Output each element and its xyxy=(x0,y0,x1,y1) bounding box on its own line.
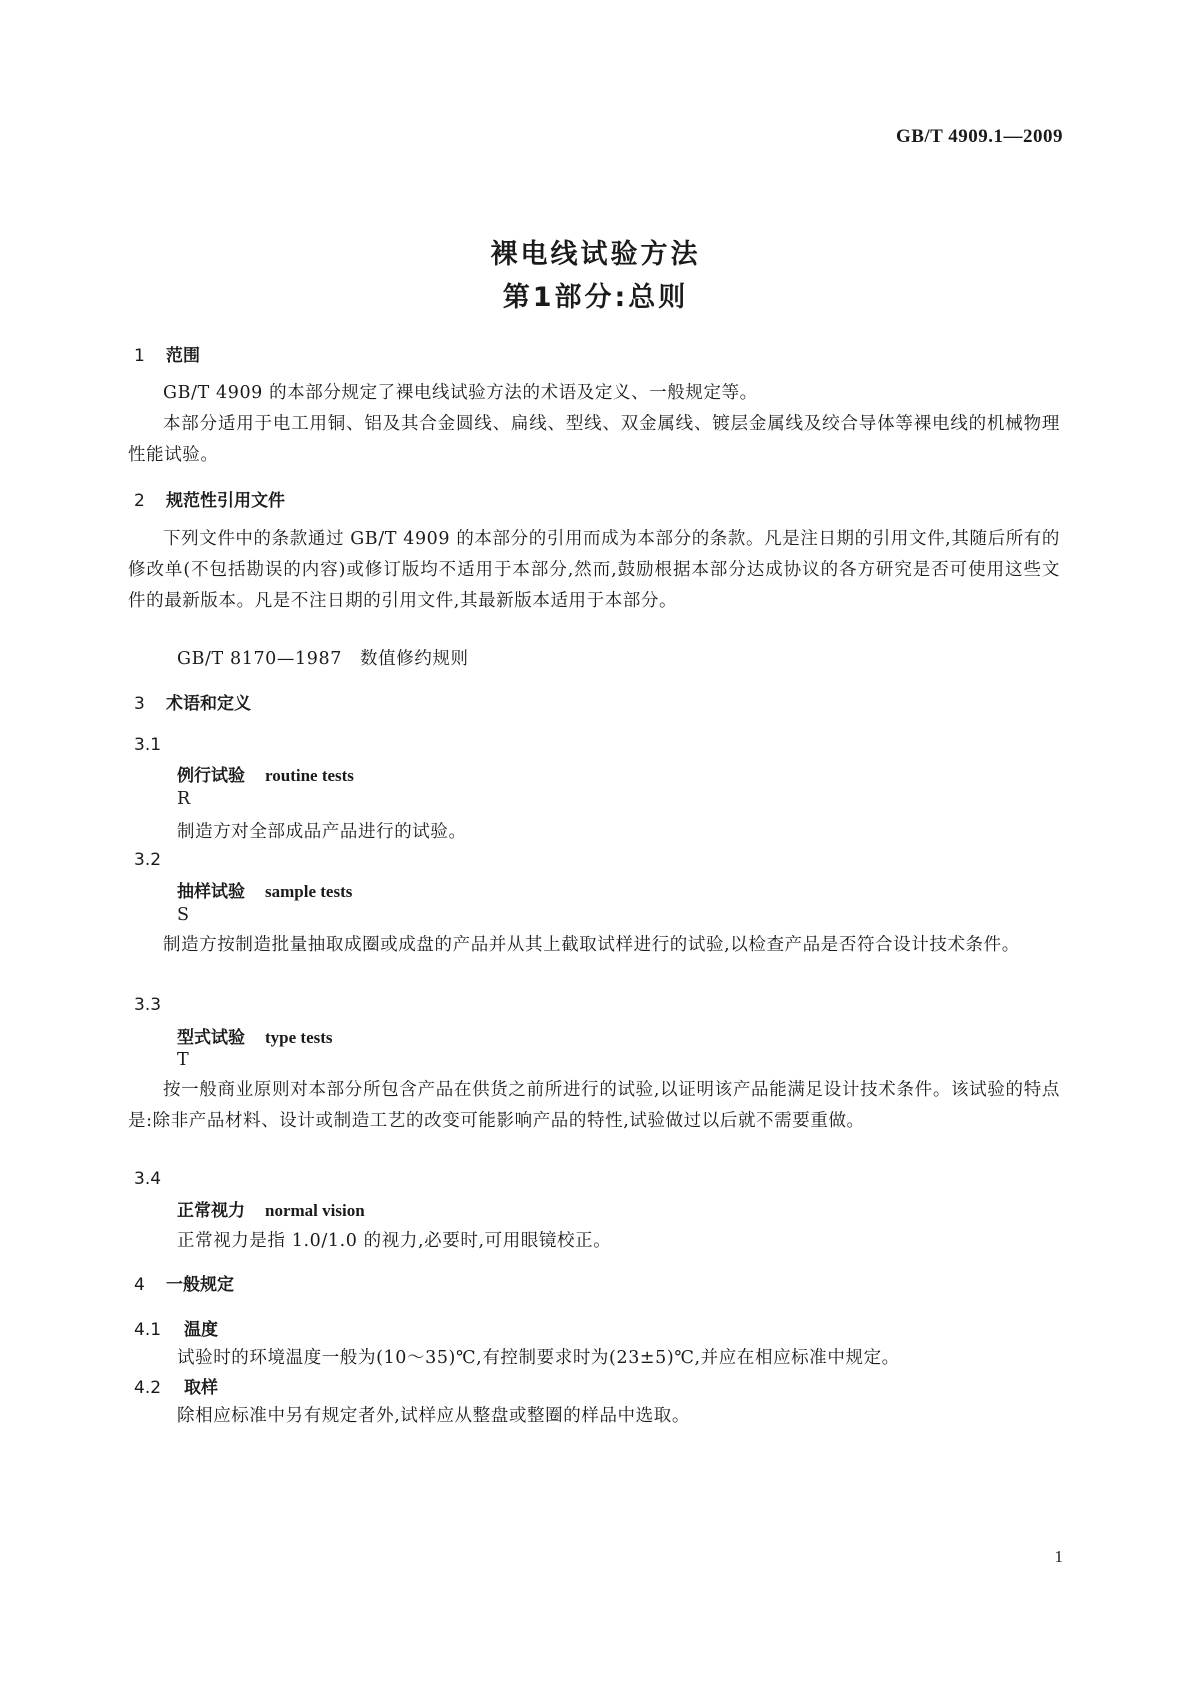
subsection-title: 温度 xyxy=(184,1320,218,1340)
section-3-heading xyxy=(134,689,251,714)
page-number: 1 xyxy=(1054,1547,1063,1566)
section-number: 4 xyxy=(134,1275,145,1295)
standard-number: GB/T 4909.1—2009 xyxy=(895,126,1063,147)
term-number: 3.4 xyxy=(134,1169,162,1189)
term-name-en: type tests xyxy=(265,1028,333,1047)
subsection-4-1-heading xyxy=(134,1315,218,1340)
section-title: 术语和定义 xyxy=(166,694,251,714)
document-title: 裸电线试验方法 xyxy=(490,239,701,270)
term-name-en: sample tests xyxy=(265,882,353,901)
section-title: 一般规定 xyxy=(166,1275,234,1295)
subsection-number: 4.1 xyxy=(134,1320,162,1340)
section-title: 规范性引用文件 xyxy=(166,491,285,511)
term-name xyxy=(177,1023,333,1048)
term-definition: 制造方按制造批量抽取成圈或成盘的产品并从其上截取试样进行的试验,以检查产品是否符合设计技术条件。 xyxy=(163,935,1020,955)
section-4-heading xyxy=(134,1270,234,1295)
section-2-heading xyxy=(134,486,285,511)
document-subtitle: 第1部分:总则 xyxy=(502,282,689,313)
subsection-title: 取样 xyxy=(184,1378,218,1398)
term-number: 3.1 xyxy=(134,735,162,755)
subsection-4-1-text: 试验时的环境温度一般为(10～35)℃,有控制要求时为(23±5)℃,并应在相应标准中规定。 xyxy=(177,1348,900,1368)
term-abbreviation: R xyxy=(177,789,191,809)
term-definition: 制造方对全部成品产品进行的试验。 xyxy=(177,822,467,842)
term-name-zh: 例行试验 xyxy=(177,766,245,786)
term-number: 3.3 xyxy=(134,995,162,1015)
term-definition: 按一般商业原则对本部分所包含产品在供货之前所进行的试验,以证明该产品能满足设计技术条件。该试验的特点是:除非产品材料、设计或制造工艺的改变可能影响产品的特性,试验做过以后就不需要重做。 xyxy=(128,1080,1060,1131)
term-name-zh: 抽样试验 xyxy=(177,882,245,902)
term-abbreviation: S xyxy=(177,905,190,925)
term-name-zh: 型式试验 xyxy=(177,1028,245,1048)
normative-reference: GB/T 8170—1987 数值修约规则 xyxy=(177,649,469,669)
term-name-en: normal vision xyxy=(265,1201,365,1220)
section-number: 3 xyxy=(134,694,145,714)
section-1-paragraph-1: GB/T 4909 的本部分规定了裸电线试验方法的术语及定义、一般规定等。 xyxy=(163,383,758,403)
term-name xyxy=(177,761,354,786)
section-number: 2 xyxy=(134,491,145,511)
section-1-heading xyxy=(134,341,200,366)
section-title: 范围 xyxy=(166,346,200,366)
term-number: 3.2 xyxy=(134,850,162,870)
term-name-en: routine tests xyxy=(265,766,354,785)
term-definition: 正常视力是指 1.0/1.0 的视力,必要时,可用眼镜校正。 xyxy=(177,1231,612,1251)
term-name xyxy=(177,1196,365,1221)
term-abbreviation: T xyxy=(177,1050,190,1070)
subsection-4-2-heading xyxy=(134,1373,218,1398)
section-2-paragraph-1: 下列文件中的条款通过 GB/T 4909 的本部分的引用而成为本部分的条款。凡是注日期的引用文件,其随后所有的修改单(不包括勘误的内容)或修订版均不适用于本部分,然而,鼓励根据本部分达成协议的各方研究是否可使用这些文件的最新版本。凡是不注日期的引用文件,其最新版本适用于本部分。 xyxy=(128,529,1060,611)
section-number: 1 xyxy=(134,346,145,366)
subsection-number: 4.2 xyxy=(134,1378,162,1398)
subsection-4-2-text: 除相应标准中另有规定者外,试样应从整盘或整圈的样品中选取。 xyxy=(177,1406,690,1426)
term-name xyxy=(177,877,352,902)
section-1-paragraph-2: 本部分适用于电工用铜、铝及其合金圆线、扁线、型线、双金属线、镀层金属线及绞合导体等裸电线的机械物理性能试验。 xyxy=(128,414,1060,465)
term-name-zh: 正常视力 xyxy=(177,1201,245,1221)
